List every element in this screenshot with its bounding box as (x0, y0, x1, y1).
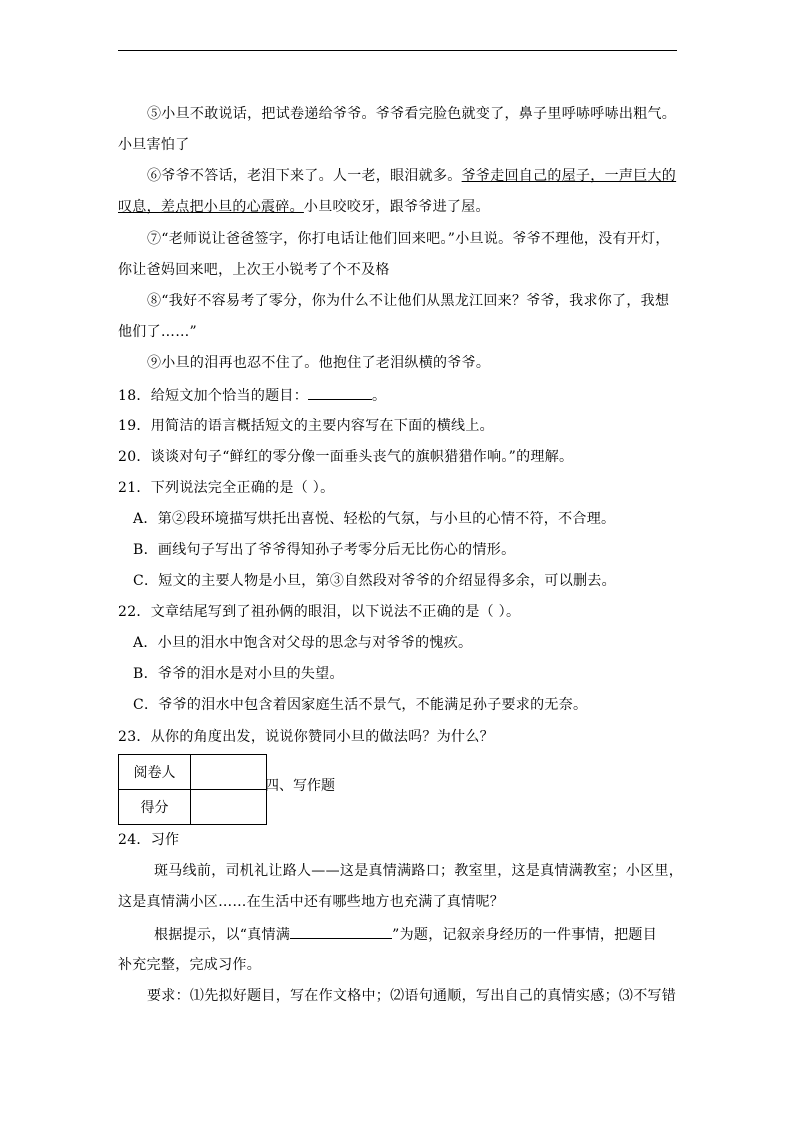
question-22-option-a: A．小旦的泪水中饱含对父母的思念与对爷爷的愧疚。 (133, 635, 473, 651)
paragraph-6-line-2 (118, 197, 490, 217)
header-rule (118, 50, 677, 51)
question-23: 23．从你的角度出发，说说你赞同小旦的做法吗？为什么？ (118, 729, 494, 745)
reviewer-cell[interactable] (191, 755, 267, 790)
question-20: 20．谈谈对句子“鲜红的零分像一面垂头丧气的旗帜猎猎作响。”的理解。 (118, 449, 574, 465)
section-title: 四、写作题 (265, 778, 335, 794)
underlined-sentence-part-2: 叹息，差点把小旦的心震碎。 (118, 199, 304, 215)
score-label: 得分 (119, 790, 191, 825)
paragraph-5-line-1: ⑤小旦不敢说话，把试卷递给爷爷。爷爷看完脸色就变了，鼻子里呼哧呼哧出粗气。 (147, 106, 677, 122)
writing-prompt-line-1: 斑马线前，司机礼让路人——这是真情满路口；教室里，这是真情满教室；小区里， (154, 863, 684, 879)
paragraph-7-line-1: ⑦“老师说让爸爸签字，你打电话让他们回来吧。”小旦说。爷爷不理他，没有开灯， (147, 231, 670, 247)
question-19: 19．用简洁的语言概括短文的主要内容写在下面的横线上。 (118, 418, 494, 434)
question-22-option-b: B．爷爷的泪水是对小旦的失望。 (133, 666, 344, 682)
writing-prompt-line-2: 这是真情满小区……在生活中还有哪些地方也充满了真情呢？ (118, 894, 505, 910)
writing-guide-text-end: ”为题，记叙亲身经历的一件事情，把题目 (392, 927, 658, 943)
paragraph-6-text-end: 小旦咬咬牙，跟爷爷进了屋。 (303, 199, 490, 215)
underlined-sentence-part-1: 爷爷走回自己的屋子，一声巨大的 (461, 168, 677, 184)
paragraph-6-text: ⑥爷爷不答话，老泪下来了。人一老，眼泪就多。 (147, 168, 462, 184)
question-18-text: 18．给短文加个恰当的题目： (118, 388, 309, 404)
question-21-option-b: B．画线句子写出了爷爷得知孙子考零分后无比伤心的情形。 (133, 542, 516, 558)
writing-guide-text: 根据提示，以“真情满 (154, 927, 291, 943)
paragraph-7-line-2: 你让爸妈回来吧，上次王小锐考了个不及格 (118, 262, 390, 278)
paragraph-9-line-1: ⑨小旦的泪再也忍不住了。他抱住了老泪纵横的爷爷。 (147, 355, 491, 371)
question-22: 22．文章结尾写到了祖孙俩的眼泪，以下说法不正确的是（ ）。 (118, 604, 521, 620)
question-21-option-c: C．短文的主要人物是小旦，第③自然段对爷爷的介绍显得多余，可以删去。 (133, 573, 616, 589)
question-18-end: 。 (372, 388, 387, 404)
essay-title-blank[interactable] (290, 924, 392, 939)
writing-guide-line-2: 补充完整，完成习作。 (118, 957, 261, 973)
score-table (118, 754, 267, 825)
paragraph-8-line-2: 他们了……” (118, 324, 197, 340)
paragraph-8-line-1: ⑧“我好不容易考了零分，你为什么不让他们从黑龙江回来？爷爷，我求你了，我想 (147, 293, 670, 309)
reviewer-label: 阅卷人 (119, 755, 191, 790)
paragraph-5-line-2: 小旦害怕了 (118, 137, 190, 153)
question-18 (118, 385, 386, 406)
question-21: 21．下列说法完全正确的是（ ）。 (118, 480, 335, 496)
writing-requirements-line-1: 要求：⑴先拟好题目，写在作文格中；⑵语句通顺，写出自己的真情实感；⑶不写错 (147, 988, 677, 1004)
question-24: 24．习作 (118, 832, 180, 848)
paragraph-6-line-1 (147, 166, 676, 186)
writing-guide-line-1 (154, 924, 657, 945)
question-21-option-a: A．第②段环境描写烘托出喜悦、轻松的气氛，与小旦的心情不符，不合理。 (133, 511, 616, 527)
score-cell[interactable] (191, 790, 267, 825)
title-answer-blank[interactable] (308, 385, 372, 400)
question-22-option-c: C．爷爷的泪水中包含着因家庭生活不景气，不能满足孙子要求的无奈。 (133, 697, 588, 713)
